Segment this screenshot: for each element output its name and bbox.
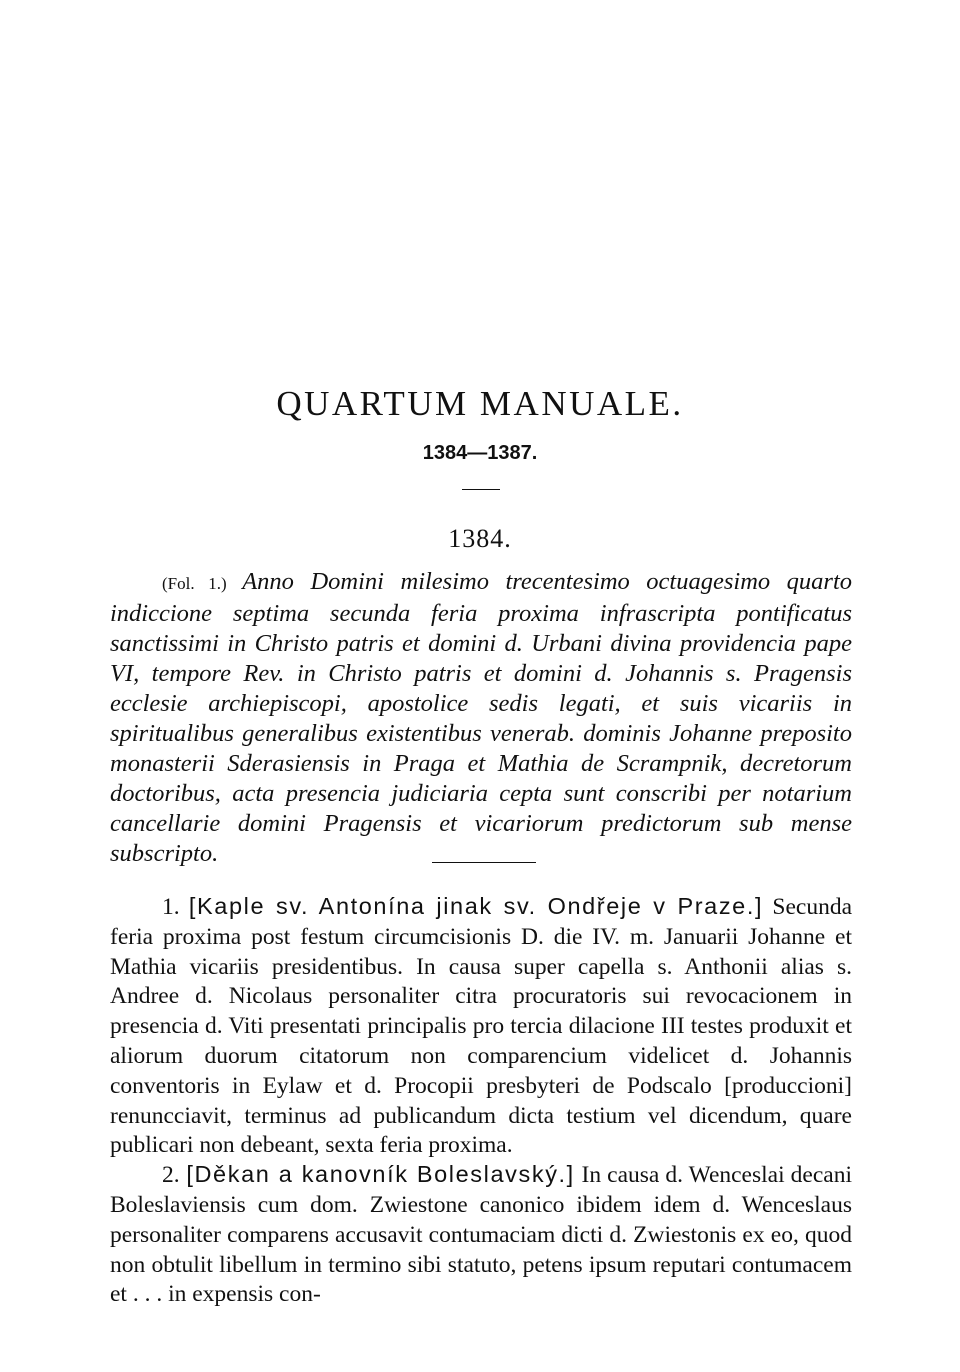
entries-body [110, 892, 852, 1309]
entry-2 [110, 1160, 852, 1309]
entry-1 [110, 892, 852, 1160]
section-divider [432, 862, 536, 863]
entry-rubric: [Kaple sv. Antonína jinak sv. Ondřeje v Praze.] [188, 893, 764, 919]
short-divider [462, 489, 500, 490]
year-heading: 1384. [448, 524, 512, 553]
entry-text: In causa d. Wenceslai decani Boleslaviensis cum dom. Zwiestone canonico ibidem idem d. Wenceslaus personaliter comparens accusavit contumaciam dicti d. Zwiestonis ex eo, quod non obtulit libellum in termino sibi statuto, petens ipsum reputari contumacem et . . . in expensis con- [110, 1162, 853, 1308]
intro-paragraph [110, 567, 852, 869]
folio-reference: (Fol. 1.) [162, 574, 227, 593]
years-range: 1384—1387. [422, 442, 538, 464]
entry-rubric: [Děkan a kanovník Boleslavský.] [186, 1161, 575, 1188]
page-title: QUARTUM MANUALE. [276, 384, 684, 423]
entry-text: Secunda feria proxima post festum circumcisionis D. die IV. m. Januarii Johanne et Mathia vicariis presidentibus. In causa super capella s. Anthonii alias s. Andree d. Nicolaus personaliter citra procuratoris sui revocacionem in presencia d. Viti presentati principalis pro tercia dilacione III testes produxit et aliorum duorum citatorum non comparencium videlicet d. Johannis conventoris in Eylaw et d. Procopii presbyteri de Podscalo [produccioni] renuncciavit, terminus ad publicandum dicta testium vel dicendum, quare publicari non debeant, sexta feria proxima. [110, 894, 853, 1159]
intro-text: Anno Domini milesimo trecentesimo octuagesimo quarto indiccione septima secunda feria proxima infrascripta pontificatus sanctissimi in Christo patris et domini d. Urbani divina providencia pape VI, tempore Rev. in Christo patris et domini d. Johannis s. Pragensis ecclesie archiepiscopi, apostolice sedis legati, et suis vicariis in spiritualibus generalibus existentibus venerab. dominis Johanne preposito monasterii Sderasiensis in Praga et Mathia de Scrampnik, decretorum doctoribus, acta presencia judiciaria cepta sunt conscribi per notarium cancellarie domini Pragensis et vicariorum predictorum sub mense subscripto. [110, 568, 853, 867]
entry-number: 2. [162, 1162, 180, 1189]
entry-number: 1. [162, 894, 180, 920]
